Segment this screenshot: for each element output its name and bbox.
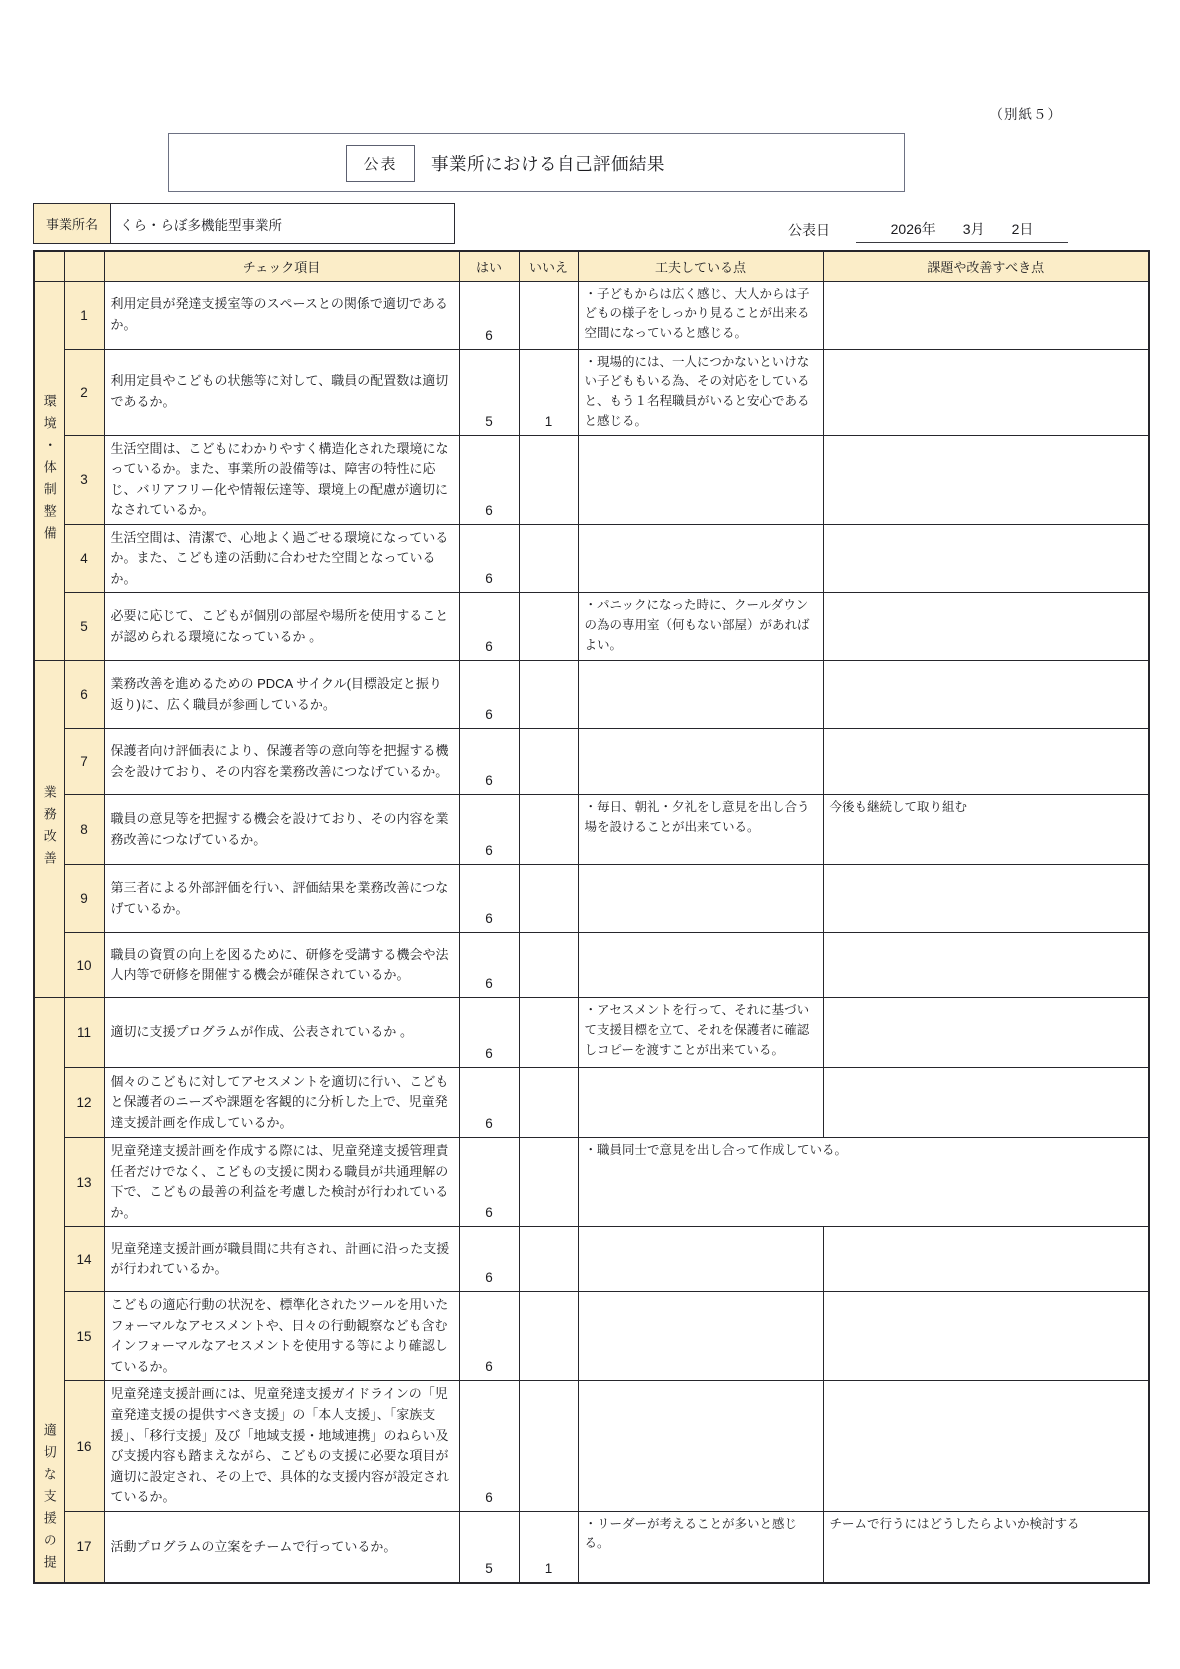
no-count-cell: 1 [519, 349, 578, 435]
publish-date-day: 2日 [1011, 221, 1034, 237]
yes-count-cell: 6 [459, 865, 519, 933]
yes-count-cell: 6 [459, 524, 519, 593]
table-row [34, 1292, 1149, 1381]
row-number-cell: 5 [64, 593, 104, 661]
devised-point-cell: ・子どもからは広く感じ、大人からは子どもの様子をしっかり見ることが出来る空間になっていると感じる。 [578, 281, 823, 349]
devised-point-cell [578, 933, 823, 998]
check-item-cell: 生活空間は、清潔で、心地よく過ごせる環境になっているか。また、こども達の活動に合わせた空間となっているか。 [104, 524, 459, 593]
devised-point-cell: ・リーダーが考えることが多いと感じる。 [578, 1511, 823, 1583]
devised-point-cell: ・現場的には、一人につかないといけない子どももいる為、その対応をしていると、もう１名程職員がいると安心であると感じる。 [578, 349, 823, 435]
table-row [34, 1227, 1149, 1292]
table-row [34, 933, 1149, 998]
issue-point-cell [823, 661, 1149, 729]
publish-date-row [788, 219, 1068, 243]
header-yes: はい [459, 251, 519, 281]
yes-count-cell: 6 [459, 933, 519, 998]
table-row [34, 795, 1149, 865]
check-item-cell: 職員の資質の向上を図るために、研修を受講する機会や法人内等で研修を開催する機会が確保されているか。 [104, 933, 459, 998]
issue-point-cell: 今後も継続して取り組む [823, 795, 1149, 865]
no-count-cell [519, 933, 578, 998]
office-name-box [33, 203, 455, 244]
devised-point-cell [578, 435, 823, 524]
row-number-cell: 9 [64, 865, 104, 933]
issue-point-cell [823, 1381, 1149, 1511]
publish-date-label: 公表日 [788, 222, 830, 238]
table-row [34, 865, 1149, 933]
check-item-cell: 業務改善を進めるための PDCA サイクル(目標設定と振り返り)に、広く職員が参画しているか。 [104, 661, 459, 729]
table-header-row [34, 251, 1149, 281]
no-count-cell [519, 1138, 578, 1227]
page-title: 事業所における自己評価結果 [431, 154, 665, 174]
no-count-cell: 1 [519, 1511, 578, 1583]
table-row [34, 593, 1149, 661]
no-count-cell [519, 1292, 578, 1381]
table-row [34, 729, 1149, 795]
issue-point-cell [823, 1068, 1149, 1138]
table-row [34, 1381, 1149, 1511]
row-number-cell: 10 [64, 933, 104, 998]
no-count-cell [519, 281, 578, 349]
yes-count-cell: 6 [459, 998, 519, 1068]
yes-count-cell: 6 [459, 1068, 519, 1138]
check-item-cell: 児童発達支援計画を作成する際には、児童発達支援管理責任者だけでなく、こどもの支援に関わる職員が共通理解の下で、こどもの最善の利益を考慮した検討が行われているか。 [104, 1138, 459, 1227]
category-cell [34, 998, 64, 1583]
issue-point-cell [823, 1292, 1149, 1381]
table-row [34, 661, 1149, 729]
devised-point-cell [578, 865, 823, 933]
no-count-cell [519, 1068, 578, 1138]
no-count-cell [519, 661, 578, 729]
check-item-cell: 職員の意見等を把握する機会を設けており、その内容を業務改善につなげているか。 [104, 795, 459, 865]
category-label: 環境・体制整備 [41, 393, 57, 548]
publish-date-month: 3月 [962, 221, 985, 237]
publish-date-value [856, 219, 1068, 243]
devised-point-cell [578, 1227, 823, 1292]
no-count-cell [519, 435, 578, 524]
header-devised-points: 工夫している点 [578, 251, 823, 281]
devised-point-cell [578, 524, 823, 593]
devised-point-cell [578, 729, 823, 795]
issue-point-cell [823, 593, 1149, 661]
no-count-cell [519, 1381, 578, 1511]
yes-count-cell: 6 [459, 593, 519, 661]
no-count-cell [519, 998, 578, 1068]
yes-count-cell: 6 [459, 1227, 519, 1292]
header-no: いいえ [519, 251, 578, 281]
no-count-cell [519, 729, 578, 795]
yes-count-cell: 6 [459, 1138, 519, 1227]
check-item-cell: 適切に支援プログラムが作成、公表されているか 。 [104, 998, 459, 1068]
no-count-cell [519, 795, 578, 865]
check-item-cell: 活動プログラムの立案をチームで行っているか。 [104, 1511, 459, 1583]
attachment-label: （別紙５） [989, 107, 1062, 122]
issue-point-cell [823, 729, 1149, 795]
yes-count-cell: 5 [459, 1511, 519, 1583]
table-row [34, 524, 1149, 593]
devised-point-cell: ・アセスメントを行って、それに基づいて支援目標を立て、それを保護者に確認しコピーを渡すことが出来ている。 [578, 998, 823, 1068]
self-evaluation-table [33, 250, 1150, 1584]
issue-point-cell [823, 281, 1149, 349]
office-name-label: 事業所名 [34, 204, 111, 243]
category-cell [34, 661, 64, 998]
header-check-item: チェック項目 [104, 251, 459, 281]
no-count-cell [519, 593, 578, 661]
table-row [34, 435, 1149, 524]
check-item-cell: 生活空間は、こどもにわかりやすく構造化された環境になっているか。また、事業所の設備等は、障害の特性に応じ、バリアフリー化や情報伝達等、環境上の配慮が適切になされているか。 [104, 435, 459, 524]
devised-point-cell [578, 1381, 823, 1511]
header-number-spacer [64, 251, 104, 281]
row-number-cell: 4 [64, 524, 104, 593]
check-item-cell: 児童発達支援計画には、児童発達支援ガイドラインの「児童発達支援の提供すべき支援」の「本人支援」、「家族支援」、「移行支援」及び「地域支援・地域連携」のねらい及び支援内容も踏まえながら、こどもの支援に必要な項目が適切に設定され、その上で、具体的な支援内容が設定されているか。 [104, 1381, 459, 1511]
row-number-cell: 8 [64, 795, 104, 865]
yes-count-cell: 6 [459, 795, 519, 865]
table-row [34, 349, 1149, 435]
row-number-cell: 14 [64, 1227, 104, 1292]
issue-point-cell [823, 1227, 1149, 1292]
issue-point-cell [823, 998, 1149, 1068]
check-item-cell: 必要に応じて、こどもが個別の部屋や場所を使用することが認められる環境になっているか 。 [104, 593, 459, 661]
row-number-cell: 1 [64, 281, 104, 349]
publication-tag: 公表 [346, 145, 415, 182]
row-number-cell: 17 [64, 1511, 104, 1583]
devised-point-cell: ・毎日、朝礼・夕礼をし意見を出し合う場を設けることが出来ている。 [578, 795, 823, 865]
table-row [34, 1511, 1149, 1583]
row-number-cell: 2 [64, 349, 104, 435]
row-number-cell: 13 [64, 1138, 104, 1227]
check-item-cell: こどもの適応行動の状況を、標準化されたツールを用いたフォーマルなアセスメントや、日々の行動観察なども含むインフォーマルなアセスメントを使用する等により確認しているか。 [104, 1292, 459, 1381]
check-item-cell: 利用定員やこどもの状態等に対して、職員の配置数は適切であるか。 [104, 349, 459, 435]
issue-point-cell [823, 524, 1149, 593]
no-count-cell [519, 524, 578, 593]
publish-date-year: 2026年 [890, 221, 936, 237]
category-label: 適切な支援の提 [41, 1423, 57, 1578]
issue-point-cell [823, 933, 1149, 998]
check-item-cell: 個々のこどもに対してアセスメントを適切に行い、こどもと保護者のニーズや課題を客観的に分析した上で、児童発達支援計画を作成しているか。 [104, 1068, 459, 1138]
title-box [168, 133, 905, 192]
row-number-cell: 15 [64, 1292, 104, 1381]
row-number-cell: 6 [64, 661, 104, 729]
yes-count-cell: 6 [459, 1381, 519, 1511]
issue-point-cell [823, 435, 1149, 524]
category-cell [34, 281, 64, 661]
table-row [34, 1138, 1149, 1227]
table-row [34, 998, 1149, 1068]
check-item-cell: 第三者による外部評価を行い、評価結果を業務改善につなげているか。 [104, 865, 459, 933]
row-number-cell: 16 [64, 1381, 104, 1511]
yes-count-cell: 6 [459, 435, 519, 524]
devised-point-cell [578, 1068, 823, 1138]
yes-count-cell: 6 [459, 281, 519, 349]
issue-point-cell: チームで行うにはどうしたらよいか検討する [823, 1511, 1149, 1583]
header-category-spacer [34, 251, 64, 281]
eval-table-body [34, 281, 1149, 1583]
header-issue-points: 課題や改善すべき点 [823, 251, 1149, 281]
devised-point-cell: ・パニックになった時に、クールダウンの為の専用室（何もない部屋）があればよい。 [578, 593, 823, 661]
devised-point-cell [578, 661, 823, 729]
category-label: 業務改善 [41, 785, 57, 874]
check-item-cell: 児童発達支援計画が職員間に共有され、計画に沿った支援が行われているか。 [104, 1227, 459, 1292]
yes-count-cell: 6 [459, 661, 519, 729]
check-item-cell: 保護者向け評価表により、保護者等の意向等を把握する機会を設けており、その内容を業務改善につなげているか。 [104, 729, 459, 795]
table-row [34, 281, 1149, 349]
yes-count-cell: 6 [459, 1292, 519, 1381]
no-count-cell [519, 865, 578, 933]
check-item-cell: 利用定員が発達支援室等のスペースとの関係で適切であるか。 [104, 281, 459, 349]
row-number-cell: 11 [64, 998, 104, 1068]
yes-count-cell: 5 [459, 349, 519, 435]
office-name-value: くら・らぼ多機能型事業所 [120, 217, 282, 233]
table-row [34, 1068, 1149, 1138]
issue-point-cell [823, 349, 1149, 435]
devised-point-cell: ・職員同士で意見を出し合って作成している。 [578, 1138, 1149, 1227]
row-number-cell: 7 [64, 729, 104, 795]
no-count-cell [519, 1227, 578, 1292]
row-number-cell: 12 [64, 1068, 104, 1138]
row-number-cell: 3 [64, 435, 104, 524]
issue-point-cell [823, 865, 1149, 933]
devised-point-cell [578, 1292, 823, 1381]
yes-count-cell: 6 [459, 729, 519, 795]
